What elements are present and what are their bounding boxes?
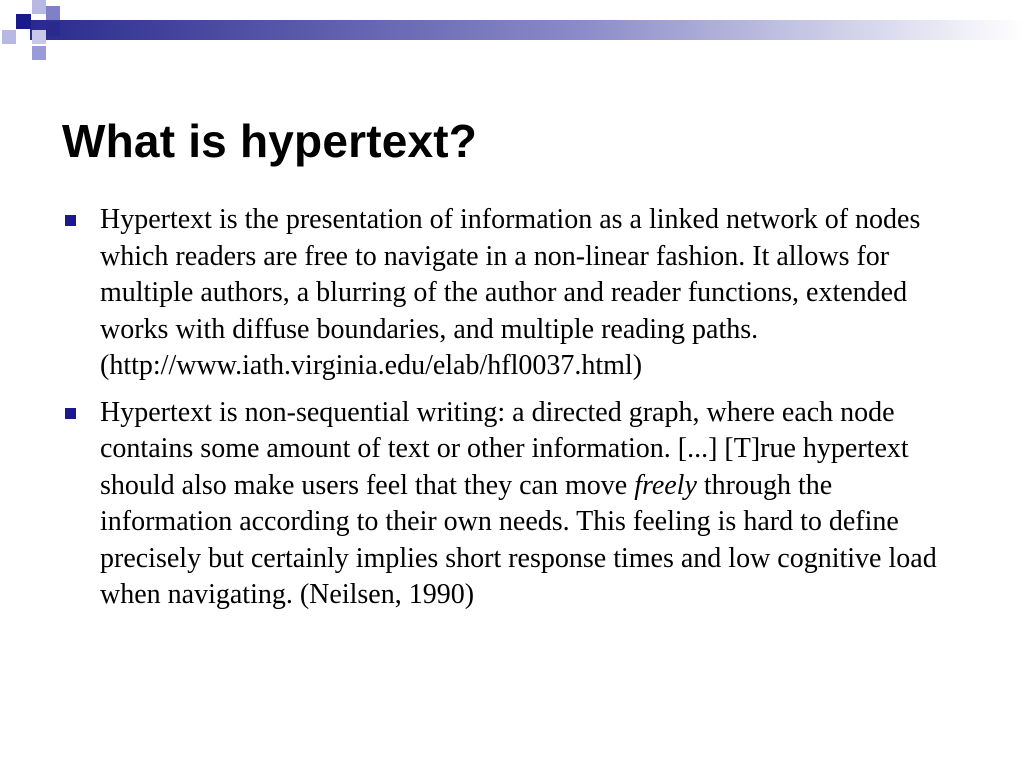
bullet-text: Hypertext is the presentation of information as a linked network of nodes which readers are free to navigate in a non-linear fashion. It allows for multiple authors, a blurring of the author and reader functions, extended works with diffuse boundaries, and multiple reading paths. (http://www.iath.virginia.edu/elab/hfl0037.html) bbox=[100, 204, 921, 381]
bullet-text-before: Hypertext is non-sequential writing: a directed graph, where each node contains some amount of text or other information. [...] [T]rue hypertext should also make users feel that they can move bbox=[100, 396, 909, 501]
bullet-list bbox=[62, 202, 962, 624]
header-square-light bbox=[32, 30, 46, 44]
bullet-text-after: through the information according to their own needs. This feeling is hard to define precisely but certainly implies short response times and low cognitive load when navigating. (Neilsen, 1990) bbox=[100, 469, 937, 610]
header-square-mid bbox=[46, 6, 60, 20]
header-square-dark bbox=[16, 14, 31, 29]
header-square-light bbox=[32, 0, 46, 14]
header-decoration-graphic bbox=[0, 0, 1024, 64]
header-decoration bbox=[0, 0, 1024, 64]
header-square-mid bbox=[32, 46, 46, 60]
bullet-emphasis: freely bbox=[634, 469, 697, 501]
square-bullet-icon bbox=[65, 408, 76, 419]
bullet-item-hypertext-definition bbox=[62, 202, 962, 385]
header-square-dark bbox=[46, 22, 60, 36]
header-square-light bbox=[2, 30, 16, 44]
square-bullet-icon bbox=[65, 215, 76, 226]
slide-title: What is hypertext? bbox=[62, 115, 478, 167]
bullet-item-neilsen-quote bbox=[62, 395, 962, 614]
header-gradient-bar bbox=[30, 20, 1024, 40]
